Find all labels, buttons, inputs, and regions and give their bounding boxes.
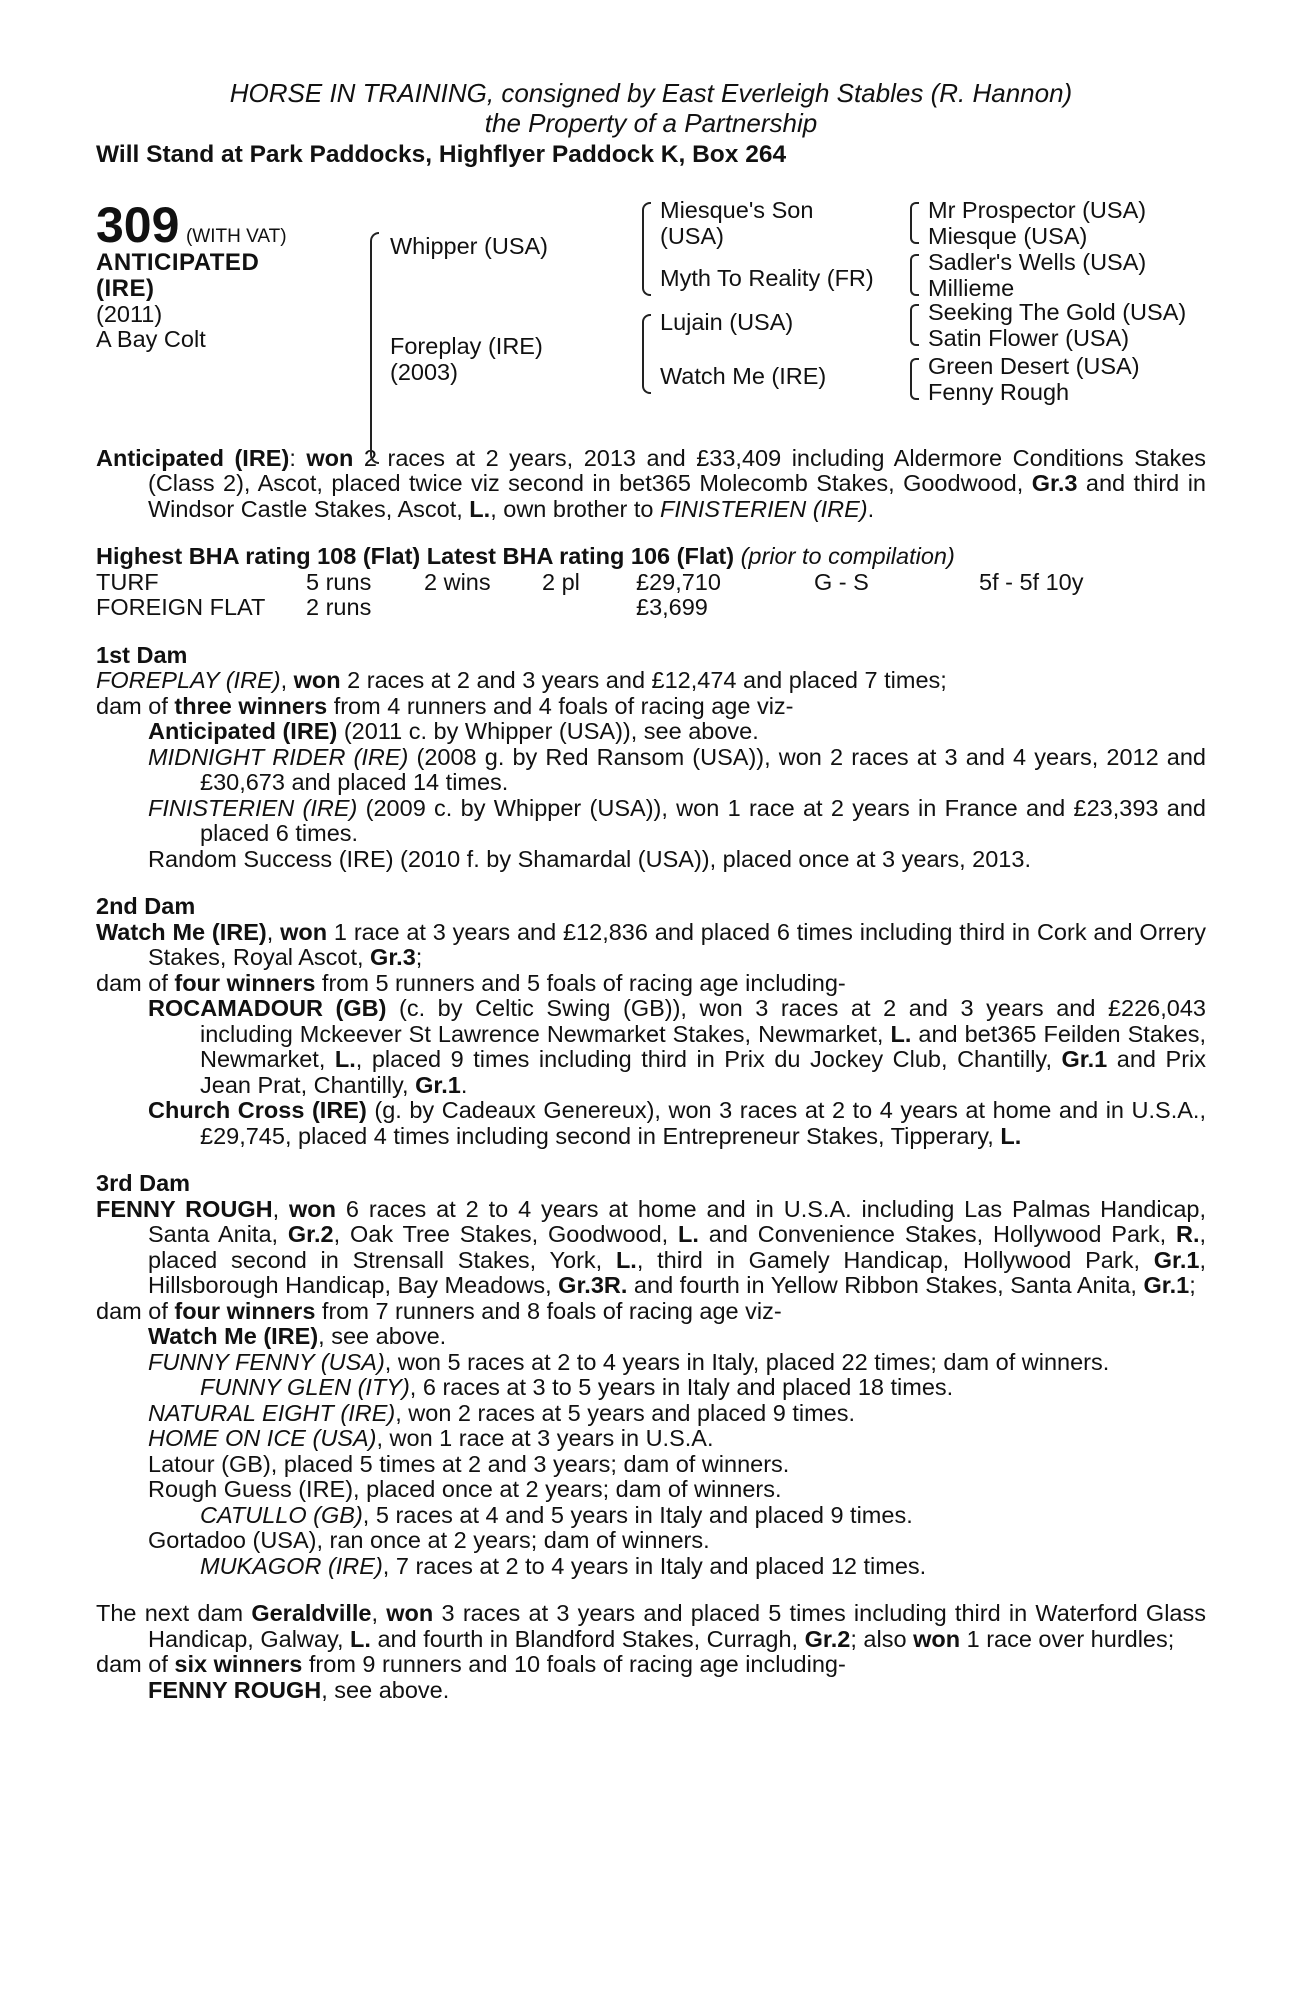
list-item: NATURAL EIGHT (IRE), won 2 races at 5 years and placed 9 times.	[148, 1399, 856, 1426]
table-row: FOREIGN FLAT 2 runs £3,699	[96, 594, 708, 620]
sire-sire: Miesque's Son	[660, 196, 814, 223]
sire-dam: Myth To Reality (FR)	[660, 264, 874, 291]
produce-summary: dam of three winners from 4 runners and 4 foals of racing age viz-	[96, 692, 794, 719]
list-item: FUNNY GLEN (ITY), 6 races at 3 to 5 years in Italy and placed 18 times.	[200, 1374, 954, 1400]
sire-line-bracket	[642, 202, 651, 296]
list-item: MUKAGOR (IRE), 7 races at 2 to 4 years in Italy and placed 12 times.	[200, 1552, 927, 1579]
ggp-sds: Sadler's Wells (USA)	[928, 248, 1147, 275]
list-item: FENNY ROUGH, see above.	[148, 1676, 450, 1703]
third-dam-section	[96, 1171, 1206, 1579]
second-dam-section	[96, 894, 1206, 1149]
sire: Whipper (USA)	[390, 232, 549, 259]
foaling-year: (2011)	[96, 300, 163, 327]
ggp-sdd: Millieme	[928, 274, 1015, 301]
ggp-bracket-4	[910, 358, 919, 400]
table-row: TURF 5 runs 2 wins 2 pl £29,710 G - S 5f - 5f 10y	[96, 568, 1084, 595]
dam: Foreplay (IRE)	[390, 332, 543, 359]
list-item: Rough Guess (IRE), placed once at 2 years; dam of winners.	[148, 1476, 782, 1502]
consignor-line: HORSE IN TRAINING, consigned by East Everleigh Stables (R. Hannon)	[229, 78, 1073, 108]
ggp-dds: Green Desert (USA)	[928, 352, 1140, 379]
dam-line-bracket	[642, 314, 651, 394]
pedigree-block	[96, 190, 1206, 430]
horse-name-suffix: (IRE)	[96, 274, 155, 302]
list-item: ROCAMADOUR (GB) (c. by Celtic Swing (GB)), won 3 races at 2 and 3 years and £226,043 including Mckeever St Lawrence Newmarket Stakes, Newmarket, L. and bet365 Feilden Stakes, Newmarket, L., placed 9 times including third in Prix du Jockey Club, Chantilly, Gr.1 and Prix Jean Prat, Chantilly, Gr.1.	[148, 995, 1207, 1098]
dam-year: (2003)	[390, 358, 458, 385]
list-item: FINISTERIEN (IRE) (2009 c. by Whipper (USA)), won 1 race at 2 years in France and £23,393 and placed 6 times.	[148, 794, 1206, 846]
dam-record: FENNY ROUGH, won 6 races at 2 to 4 years at home and in U.S.A. including Las Palmas Handicap, Santa Anita, Gr.2, Oak Tree Stakes, Goodwood, L. and Convenience Stakes, Hollywood Park, R., placed second in Strensall Stakes, York, L., third in Gamely Handicap, Hollywood Park, Gr.1, Hillsborough Handicap, Bay Meadows, Gr.3R. and fourth in Yellow Ribbon Stakes, Santa Anita, Gr.1;	[96, 1195, 1207, 1298]
dam-record: FOREPLAY (IRE), won 2 races at 2 and 3 years and £12,474 and placed 7 times;	[96, 667, 947, 693]
sire-dam-bracket	[370, 232, 379, 464]
produce-summary: dam of four winners from 7 runners and 8 foals of racing age viz-	[96, 1297, 782, 1324]
ggp-dss: Seeking The Gold (USA)	[928, 298, 1187, 325]
list-item: FUNNY FENNY (USA), won 5 races at 2 to 4 years in Italy, placed 22 times; dam of winners.	[148, 1348, 1110, 1375]
first-dam-section	[96, 643, 1206, 873]
sire-sire-country: (USA)	[660, 222, 724, 249]
lot-number: 309	[96, 196, 180, 253]
dam-sire: Lujain (USA)	[660, 308, 794, 335]
race-summary: Anticipated (IRE): won 2 races at 2 years, 2013 and £33,409 including Aldermore Conditions Stakes (Class 2), Ascot, placed twice viz second in bet365 Molecomb Stakes, Goodwood, Gr.3 and third in Windsor Castle Stakes, Ascot, L., own brother to FINISTERIEN (IRE).	[96, 444, 1207, 522]
horse-description: A Bay Colt	[96, 325, 206, 352]
section-heading: 2nd Dam	[96, 893, 196, 919]
horse-name: ANTICIPATED	[96, 248, 260, 276]
ggp-bracket-1	[910, 202, 919, 244]
dam-record: Watch Me (IRE), won 1 race at 3 years and £12,836 and placed 6 times including third in Cork and Orrery Stakes, Royal Ascot, Gr.3;	[96, 918, 1206, 970]
ggp-ddd: Fenny Rough	[928, 378, 1070, 405]
list-item: Random Success (IRE) (2010 f. by Shamardal (USA)), placed once at 3 years, 2013.	[148, 845, 1031, 872]
rating-heading: Highest BHA rating 108 (Flat) Latest BHA rating 106 (Flat) (prior to compilation)	[96, 543, 955, 569]
list-item: Latour (GB), placed 5 times at 2 and 3 years; dam of winners.	[148, 1450, 790, 1477]
list-item: Church Cross (IRE) (g. by Cadeaux Genereux), won 3 races at 2 to 4 years at home and in U.S.A., £29,745, placed 4 times including second in Entrepreneur Stakes, Tipperary, L.	[148, 1097, 1206, 1149]
produce-summary: dam of four winners from 5 runners and 5 foals of racing age including-	[96, 969, 846, 996]
rating-section	[96, 544, 1206, 621]
list-item: Gortadoo (USA), ran once at 2 years; dam of winners.	[148, 1527, 710, 1553]
stand-location: Will Stand at Park Paddocks, Highflyer Paddock K, Box 264	[96, 141, 787, 168]
vat-note: (WITH VAT)	[185, 225, 287, 247]
rating-table	[96, 570, 1084, 621]
ggp-sss: Mr Prospector (USA)	[928, 196, 1147, 223]
catalogue-page	[96, 78, 1206, 1703]
ggp-dsd: Satin Flower (USA)	[928, 324, 1130, 351]
dam-record: The next dam Geraldville, won 3 races at 3 years and placed 5 times including third in Waterford Glass Handicap, Galway, L. and fourth in Blandford Stakes, Curragh, Gr.2; also won 1 race over hurdles;	[96, 1600, 1206, 1652]
dam-dam: Watch Me (IRE)	[660, 362, 827, 389]
list-item: HOME ON ICE (USA), won 1 race at 3 years in U.S.A.	[148, 1425, 714, 1451]
list-item: MIDNIGHT RIDER (IRE) (2008 g. by Red Ransom (USA)), won 2 races at 3 and 4 years, 2012 and £30,673 and placed 14 times.	[148, 743, 1206, 795]
list-item: CATULLO (GB), 5 races at 4 and 5 years in Italy and placed 9 times.	[200, 1501, 913, 1528]
next-dam-section	[96, 1601, 1206, 1703]
produce-summary: dam of six winners from 9 runners and 10 foals of racing age including-	[96, 1651, 846, 1677]
lot-number-row	[96, 196, 287, 253]
section-heading: 3rd Dam	[96, 1170, 191, 1196]
ggp-ssd: Miesque (USA)	[928, 222, 1088, 249]
ggp-bracket-3	[910, 304, 919, 346]
section-heading: 1st Dam	[96, 641, 188, 668]
ggp-bracket-2	[910, 254, 919, 296]
list-item: Anticipated (IRE) (2011 c. by Whipper (USA)), see above.	[148, 718, 759, 744]
property-line: the Property of a Partnership	[484, 108, 818, 138]
list-item: Watch Me (IRE), see above.	[148, 1323, 447, 1349]
